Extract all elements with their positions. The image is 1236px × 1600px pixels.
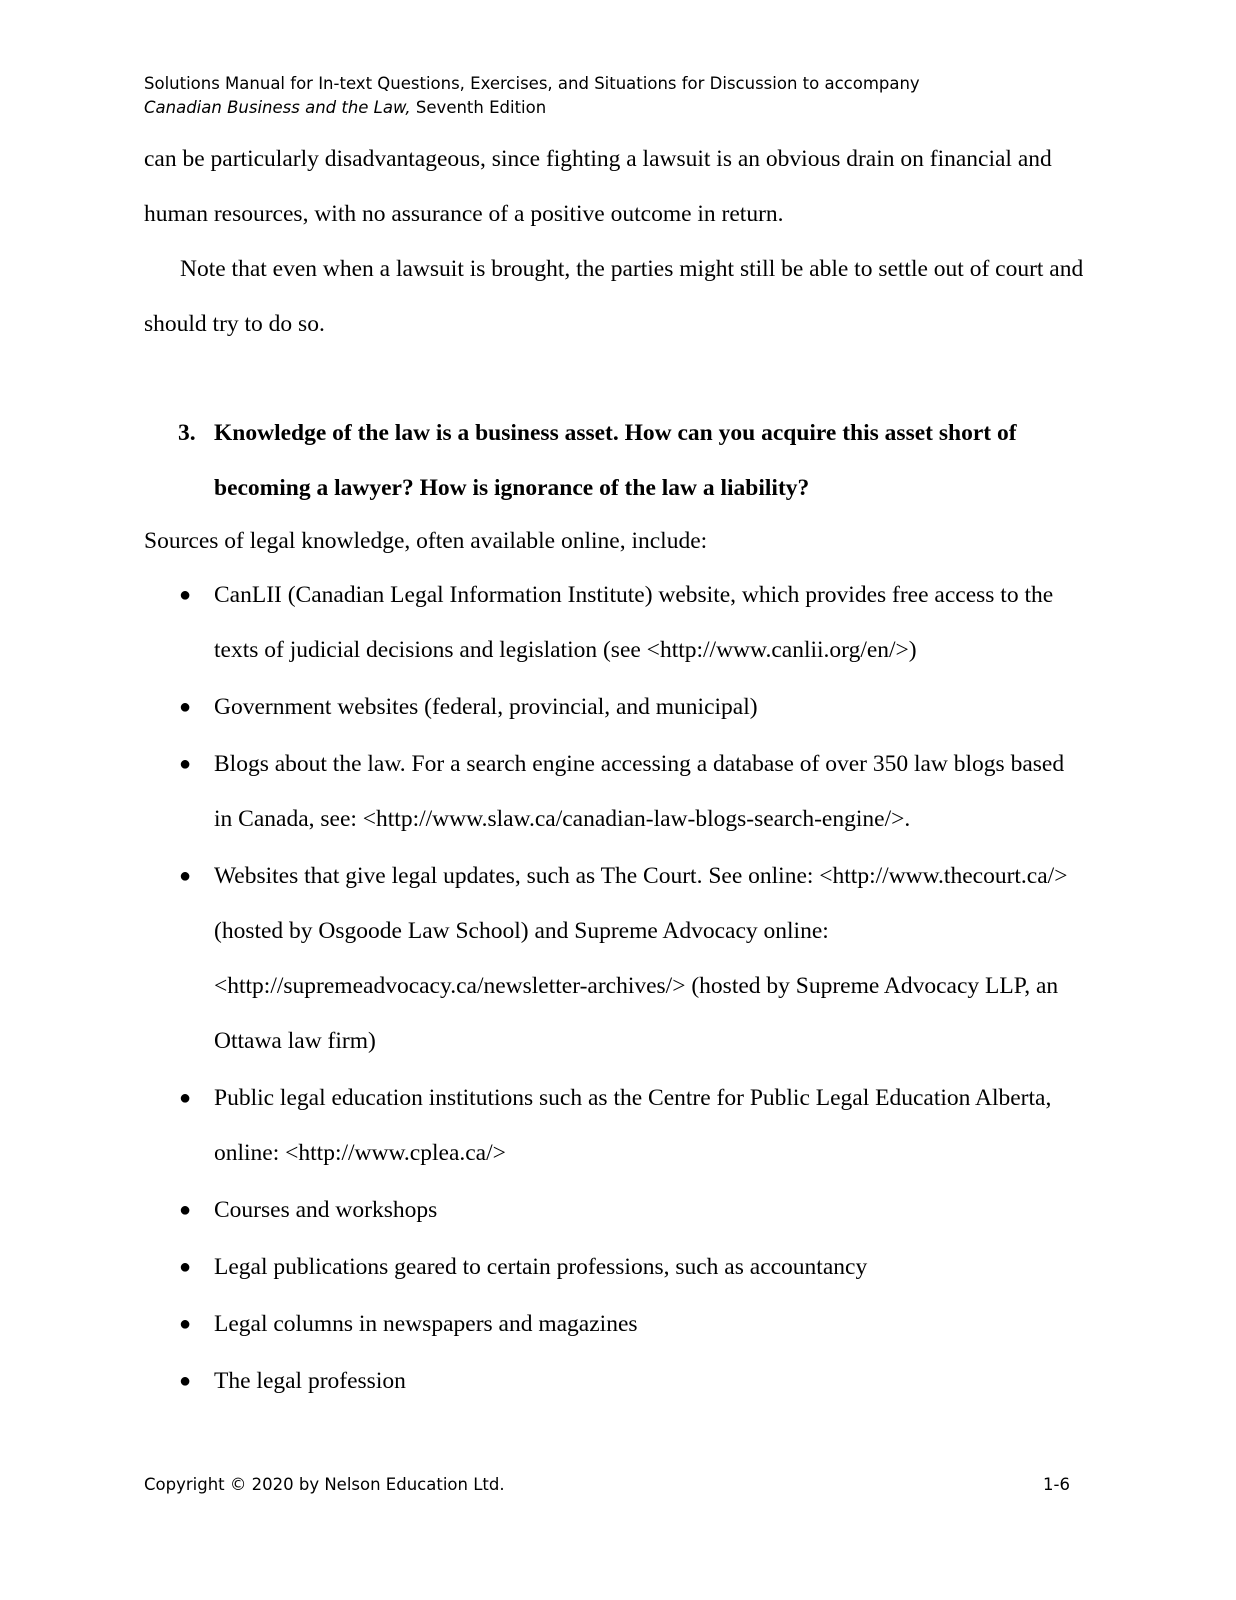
- list-item-text: Blogs about the law. For a search engine accessing a database of over 350 law blogs based in Canada, see: <http://www.slaw.ca/canadian-law-blogs-search-engine/>.: [214, 751, 1065, 832]
- question-number: 3.: [178, 420, 196, 446]
- book-edition: Seventh Edition: [410, 98, 547, 117]
- list-item-text: The legal profession: [214, 1368, 406, 1394]
- list-item-text: Courses and workshops: [214, 1197, 438, 1223]
- header-line1: Solutions Manual for In-text Questions, Exercises, and Situations for Discussion to accompany: [144, 74, 920, 93]
- book-title: Canadian Business and the Law,: [144, 98, 411, 117]
- list-item-text: Public legal education institutions such as the Centre for Public Legal Education Alberta, online: <http://www.cplea.ca/>: [214, 1085, 1052, 1166]
- list-item: [144, 1240, 1084, 1295]
- list-item: [144, 849, 1084, 1069]
- list-item: [144, 1297, 1084, 1352]
- paragraph-settlement-note: Note that even when a lawsuit is brought, the parties might still be able to settle out of court and should try to do so.: [144, 256, 1084, 337]
- question-heading: [144, 406, 1084, 516]
- sources-intro: Sources of legal knowledge, often available online, include:: [144, 528, 708, 554]
- bullet-icon: ●: [179, 1087, 192, 1109]
- list-item-text: Legal columns in newspapers and magazines: [214, 1311, 638, 1337]
- list-item: [144, 568, 1084, 678]
- bullet-icon: ●: [179, 1313, 192, 1335]
- list-item-text: Government websites (federal, provincial, and municipal): [214, 694, 758, 720]
- bullet-icon: ●: [179, 1199, 192, 1221]
- question-text: Knowledge of the law is a business asset. How can you acquire this asset short of becoming a lawyer? How is ignorance of the law a liability?: [214, 420, 1017, 501]
- list-item-text: CanLII (Canadian Legal Information Institute) website, which provides free access to the texts of judicial decisions and legislation (see <http://www.canlii.org/en/>): [214, 582, 1054, 663]
- list-item: [144, 737, 1084, 847]
- footer-copyright: Copyright © 2020 by Nelson Education Ltd.: [144, 1475, 505, 1494]
- header-line2: [144, 96, 920, 120]
- bullet-icon: ●: [179, 696, 192, 718]
- list-item-text: Legal publications geared to certain professions, such as accountancy: [214, 1254, 868, 1280]
- sources-list: [144, 568, 1084, 1411]
- page-header: [144, 72, 920, 120]
- list-item: [144, 1183, 1084, 1238]
- list-item: [144, 680, 1084, 735]
- footer-page-number: 1-6: [1043, 1475, 1070, 1494]
- bullet-icon: ●: [179, 753, 192, 775]
- list-item: [144, 1354, 1084, 1409]
- list-item: [144, 1071, 1084, 1181]
- paragraph-continued: can be particularly disadvantageous, since fighting a lawsuit is an obvious drain on financial and human resources, with no assurance of a positive outcome in return.: [144, 146, 1052, 227]
- bullet-icon: ●: [179, 584, 192, 606]
- bullet-icon: ●: [179, 865, 192, 887]
- bullet-icon: ●: [179, 1370, 192, 1392]
- bullet-icon: ●: [179, 1256, 192, 1278]
- list-item-text: Websites that give legal updates, such as The Court. See online: <http://www.thecourt.ca/> (hosted by Osgoode Law School) and Supreme Advocacy online: <http://supremeadvocacy.ca/newsletter-archives/> (hosted by Supreme Advocacy LLP, an Ottawa law firm): [214, 863, 1068, 1054]
